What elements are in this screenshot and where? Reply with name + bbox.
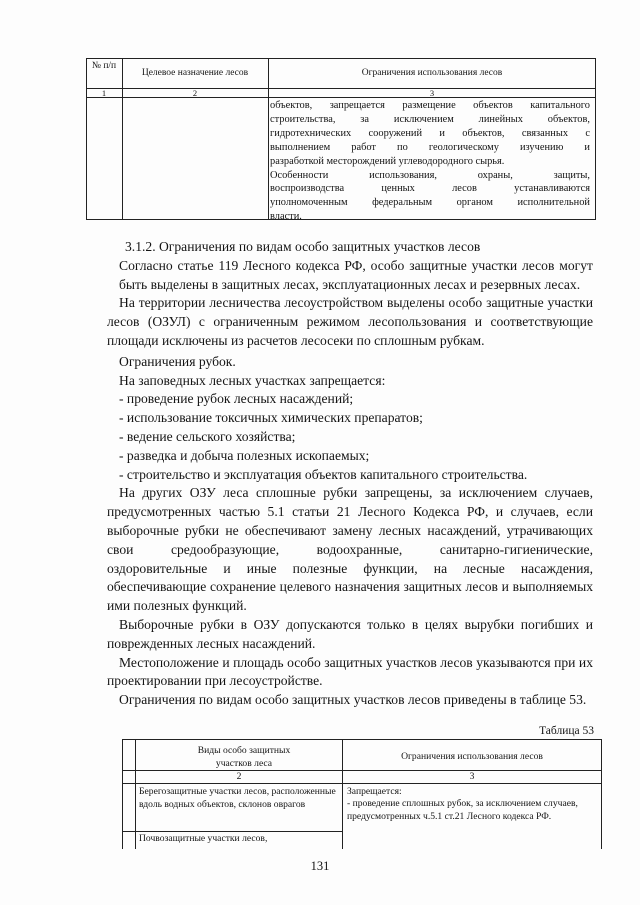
page-number: 131 (310, 859, 330, 873)
list-item: - разведка и добыча полезных ископаемых; (119, 447, 370, 463)
table-bottom-row1-restriction-text: - проведение сплошных рубок, за исключением случаев, предусмотренных ч.5.1 ст.21 Лесного кодекса РФ. (347, 798, 578, 822)
table-bottom-row1-type: Берегозащитные участки лесов, расположенные вдоль водных объектов, склонов оврагов (139, 786, 336, 810)
table-bottom-colnum-2: 2 (236, 771, 242, 782)
restriction-line: гидротехнических сооружений и объектов, связанных с (270, 127, 590, 139)
paragraph-selective-cutting: Выборочные рубки в ОЗУ допускаются только в целях вырубки погибших и поврежденных лесных насаждений. (107, 616, 593, 651)
paragraph-cutting-restrictions: Ограничения рубок. (119, 353, 236, 369)
table-top-colnum-2: 2 (192, 88, 198, 98)
table-top-header-purpose: Целевое назначение лесов (141, 68, 249, 78)
table-bottom-colnum-3: 3 (469, 771, 475, 782)
table-top-restrictions-cell (270, 99, 590, 224)
table-caption: Таблица 53 (539, 725, 594, 737)
paragraph-art-119: Согласно статье 119 Лесного кодекса РФ, особо защитные участки лесов могут быть выделены в защитных лесах, эксплуатационных лесах и резервных лесах. (119, 257, 593, 292)
table-top-col-divider-1 (122, 58, 123, 220)
paragraph-restrictions-table: Ограничения по видам особо защитных участков лесов приведены в таблице 53. (119, 692, 587, 708)
restriction-line: объектов, запрещается размещение объектов капитального (270, 100, 590, 111)
restriction-line: Особенности использования, охраны, защиты, (270, 169, 590, 181)
restriction-line: выполнением работ по геологическому изучению и (270, 141, 590, 153)
restriction-line: строительства, за исключением линейных объектов, (270, 113, 590, 125)
body-text (107, 238, 593, 710)
table-top-colnum-3: 3 (429, 88, 435, 98)
table-top-colnum-1: 1 (101, 88, 107, 98)
table-bottom-row1-restriction-title: Запрещается: (347, 786, 402, 797)
restriction-line: разработкой месторождений углеводородного сырья. (270, 155, 505, 167)
table-bottom-row-divider (122, 831, 342, 832)
table-bottom-col-divider-2 (342, 739, 343, 849)
table-top-header-restrictions: Ограничения использования лесов (361, 68, 503, 78)
restriction-line: уполномоченным федеральным органом исполнительной (270, 197, 590, 209)
table-bottom-col-divider-1 (135, 739, 136, 849)
paragraph-other-ozu: На других ОЗУ леса сплошные рубки запрещены, за исключением случаев, предусмотренных частью 5.1 статьи 21 Лесного Кодекса РФ, и случаев, если выборочные рубки не обеспечивают замену лесных насаждений, утрачивающих свои средообразующие, водоохранные, санитарно-гигиенические, оздоровительные и иные полезные функции, на лесные насаждения, обеспечивающие сохранение целевого назначения защитных лесов и выполняемых ими полезных функций. (107, 485, 593, 614)
restriction-line: власти. (270, 211, 302, 223)
paragraph-reserved-prohibited: На заповедных лесных участках запрещается: (119, 372, 386, 388)
table-top-col-divider-2 (268, 58, 269, 220)
list-item: - проведение рубок лесных насаждений; (119, 391, 354, 407)
list-item: - строительство и эксплуатация объектов капитального строительства. (119, 466, 528, 482)
list-item: - ведение сельского хозяйства; (119, 428, 296, 444)
table-bottom-header-types: Виды особо защитных участков леса (197, 745, 291, 769)
paragraph-location-area: Местоположение и площадь особо защитных участков лесов указываются при их проектировании при лесоустройстве. (107, 654, 593, 689)
restriction-line: воспроизводства ценных лесов устанавливаются (270, 183, 590, 195)
section-heading: 3.1.2. Ограничения по видам особо защитных участков лесов (125, 239, 481, 254)
table-bottom (122, 739, 602, 849)
table-top-header-number: № п/п (91, 61, 117, 71)
table-bottom-header-restrictions: Ограничения использования лесов (401, 751, 543, 762)
list-item: - использование токсичных химических препаратов; (119, 410, 423, 426)
table-top (86, 58, 596, 223)
paragraph-ozul: На территории лесничества лесоустройством выделены особо защитные участки лесов (ОЗУЛ) с ограниченным режимом лесопользования и соответствующие площади исключены из расчетов лесосеки по сплошным рубкам. (107, 295, 593, 348)
table-bottom-row2-type: Почвозащитные участки лесов, (139, 833, 268, 844)
